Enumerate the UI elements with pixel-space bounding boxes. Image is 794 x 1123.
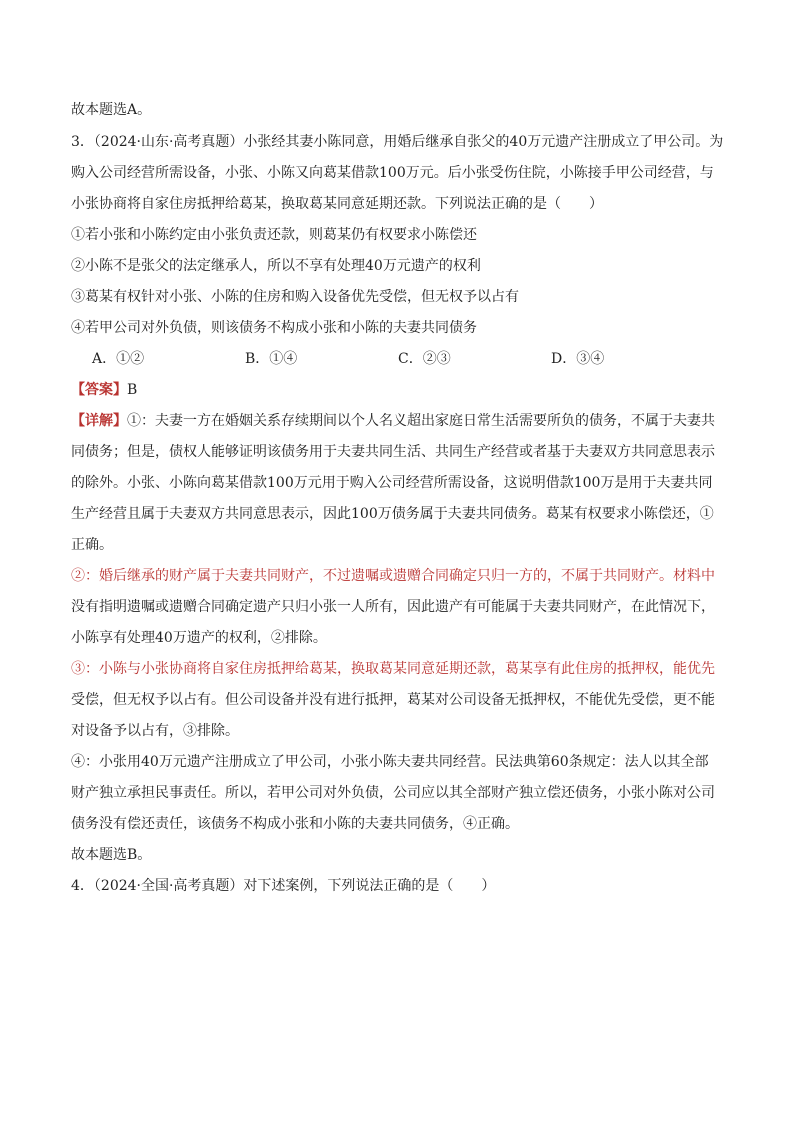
detail-line-2: 同债务；但是，债权人能够证明该债务用于夫妻共同生活、共同生产经营或者基于夫妻双方共同意思表示: [71, 444, 715, 460]
detail-tag: 【详解】: [71, 413, 127, 429]
question-4-stem: 4．（2024·全国·高考真题）对下述案例，下列说法正确的是（ ）: [71, 878, 496, 894]
analysis-2-line-3: 小陈享有处理40万遗产的权利，②排除。: [71, 630, 327, 646]
question-3-stem-line-1: 3．（2024·山东·高考真题）小张经其妻小陈同意，用婚后继承自张父的40万元遗产注册成立了甲公司。为: [71, 134, 724, 150]
statement-4: ④若甲公司对外负债，则该债务不构成小张和小陈的夫妻共同债务: [71, 320, 477, 336]
conclusion: 故本题选B。: [71, 847, 152, 863]
document-page: [71, 100, 726, 896]
detail-line-4: 生产经营且属于夫妻双方共同意思表示，因此100万债务属于夫妻共同债务。葛某有权要求小陈偿还，①: [71, 506, 714, 522]
answer-value: B: [127, 382, 138, 398]
statement-1: ①若小张和小陈约定由小张负责还款，则葛某仍有权要求小陈偿还: [71, 227, 477, 243]
prev-conclusion: 故本题选A。: [71, 102, 152, 118]
analysis-2-line-1: ②：婚后继承的财产属于夫妻共同财产，不过遗嘱或遗赠合同确定只归一方的，不属于共同财产。材料中: [71, 568, 715, 584]
question-3-stem-line-2: 购入公司经营所需设备，小张、小陈又向葛某借款100万元。后小张受伤住院，小陈接手甲公司经营，与: [71, 165, 714, 181]
detail-line-5: 正确。: [71, 537, 113, 553]
answer-options: [71, 349, 726, 369]
answer-tag: 【答案】: [71, 382, 127, 398]
statement-2: ②小陈不是张父的法定继承人，所以不享有处理40万元遗产的权利: [71, 258, 481, 274]
detail-text: ①：夫妻一方在婚姻关系存续期间以个人名义超出家庭日常生活需要所负的债务，不属于夫妻共: [127, 413, 715, 429]
analysis-3-line-2: 受偿，但无权予以占有。但公司设备并没有进行抵押，葛某对公司设备无抵押权，不能优先受偿，更不能: [71, 692, 715, 708]
question-3-stem-line-3: 小张协商将自家住房抵押给葛某，换取葛某同意延期还款。下列说法正确的是（ ）: [71, 196, 603, 212]
detail-line-3: 的除外。小张、小陈向葛某借款100万元用于购入公司经营所需设备，这说明借款100万是用于夫妻共同: [71, 475, 713, 491]
analysis-4-line-1: ④：小张用40万元遗产注册成立了甲公司，小张小陈夫妻共同经营。民法典第60条规定：法人以其全部: [71, 754, 709, 770]
analysis-3-line-3: 对设备予以占有，③排除。: [71, 723, 239, 739]
answer-line: [71, 380, 726, 400]
analysis-3-line-1: ③：小陈与小张协商将自家住房抵押给葛某，换取葛某同意延期还款，葛某享有此住房的抵押权，能优先: [71, 661, 715, 677]
option-a: A．①②: [92, 351, 145, 367]
option-b: B．①④: [245, 351, 298, 367]
detail-line-1: [71, 411, 726, 431]
option-d: D．③④: [551, 351, 605, 367]
analysis-4-line-2: 财产独立承担民事责任。所以，若甲公司对外负债，公司应以其全部财产独立偿还债务，小张小陈对公司: [71, 785, 715, 801]
analysis-2-line-2: 没有指明遗嘱或遗赠合同确定遗产只归小张一人所有，因此遗产有可能属于夫妻共同财产，在此情况下，: [71, 599, 715, 615]
option-c: C．②③: [398, 351, 451, 367]
statement-3: ③葛某有权针对小张、小陈的住房和购入设备优先受偿，但无权予以占有: [71, 289, 519, 305]
analysis-4-line-3: 债务没有偿还责任，该债务不构成小张和小陈的夫妻共同债务，④正确。: [71, 816, 519, 832]
